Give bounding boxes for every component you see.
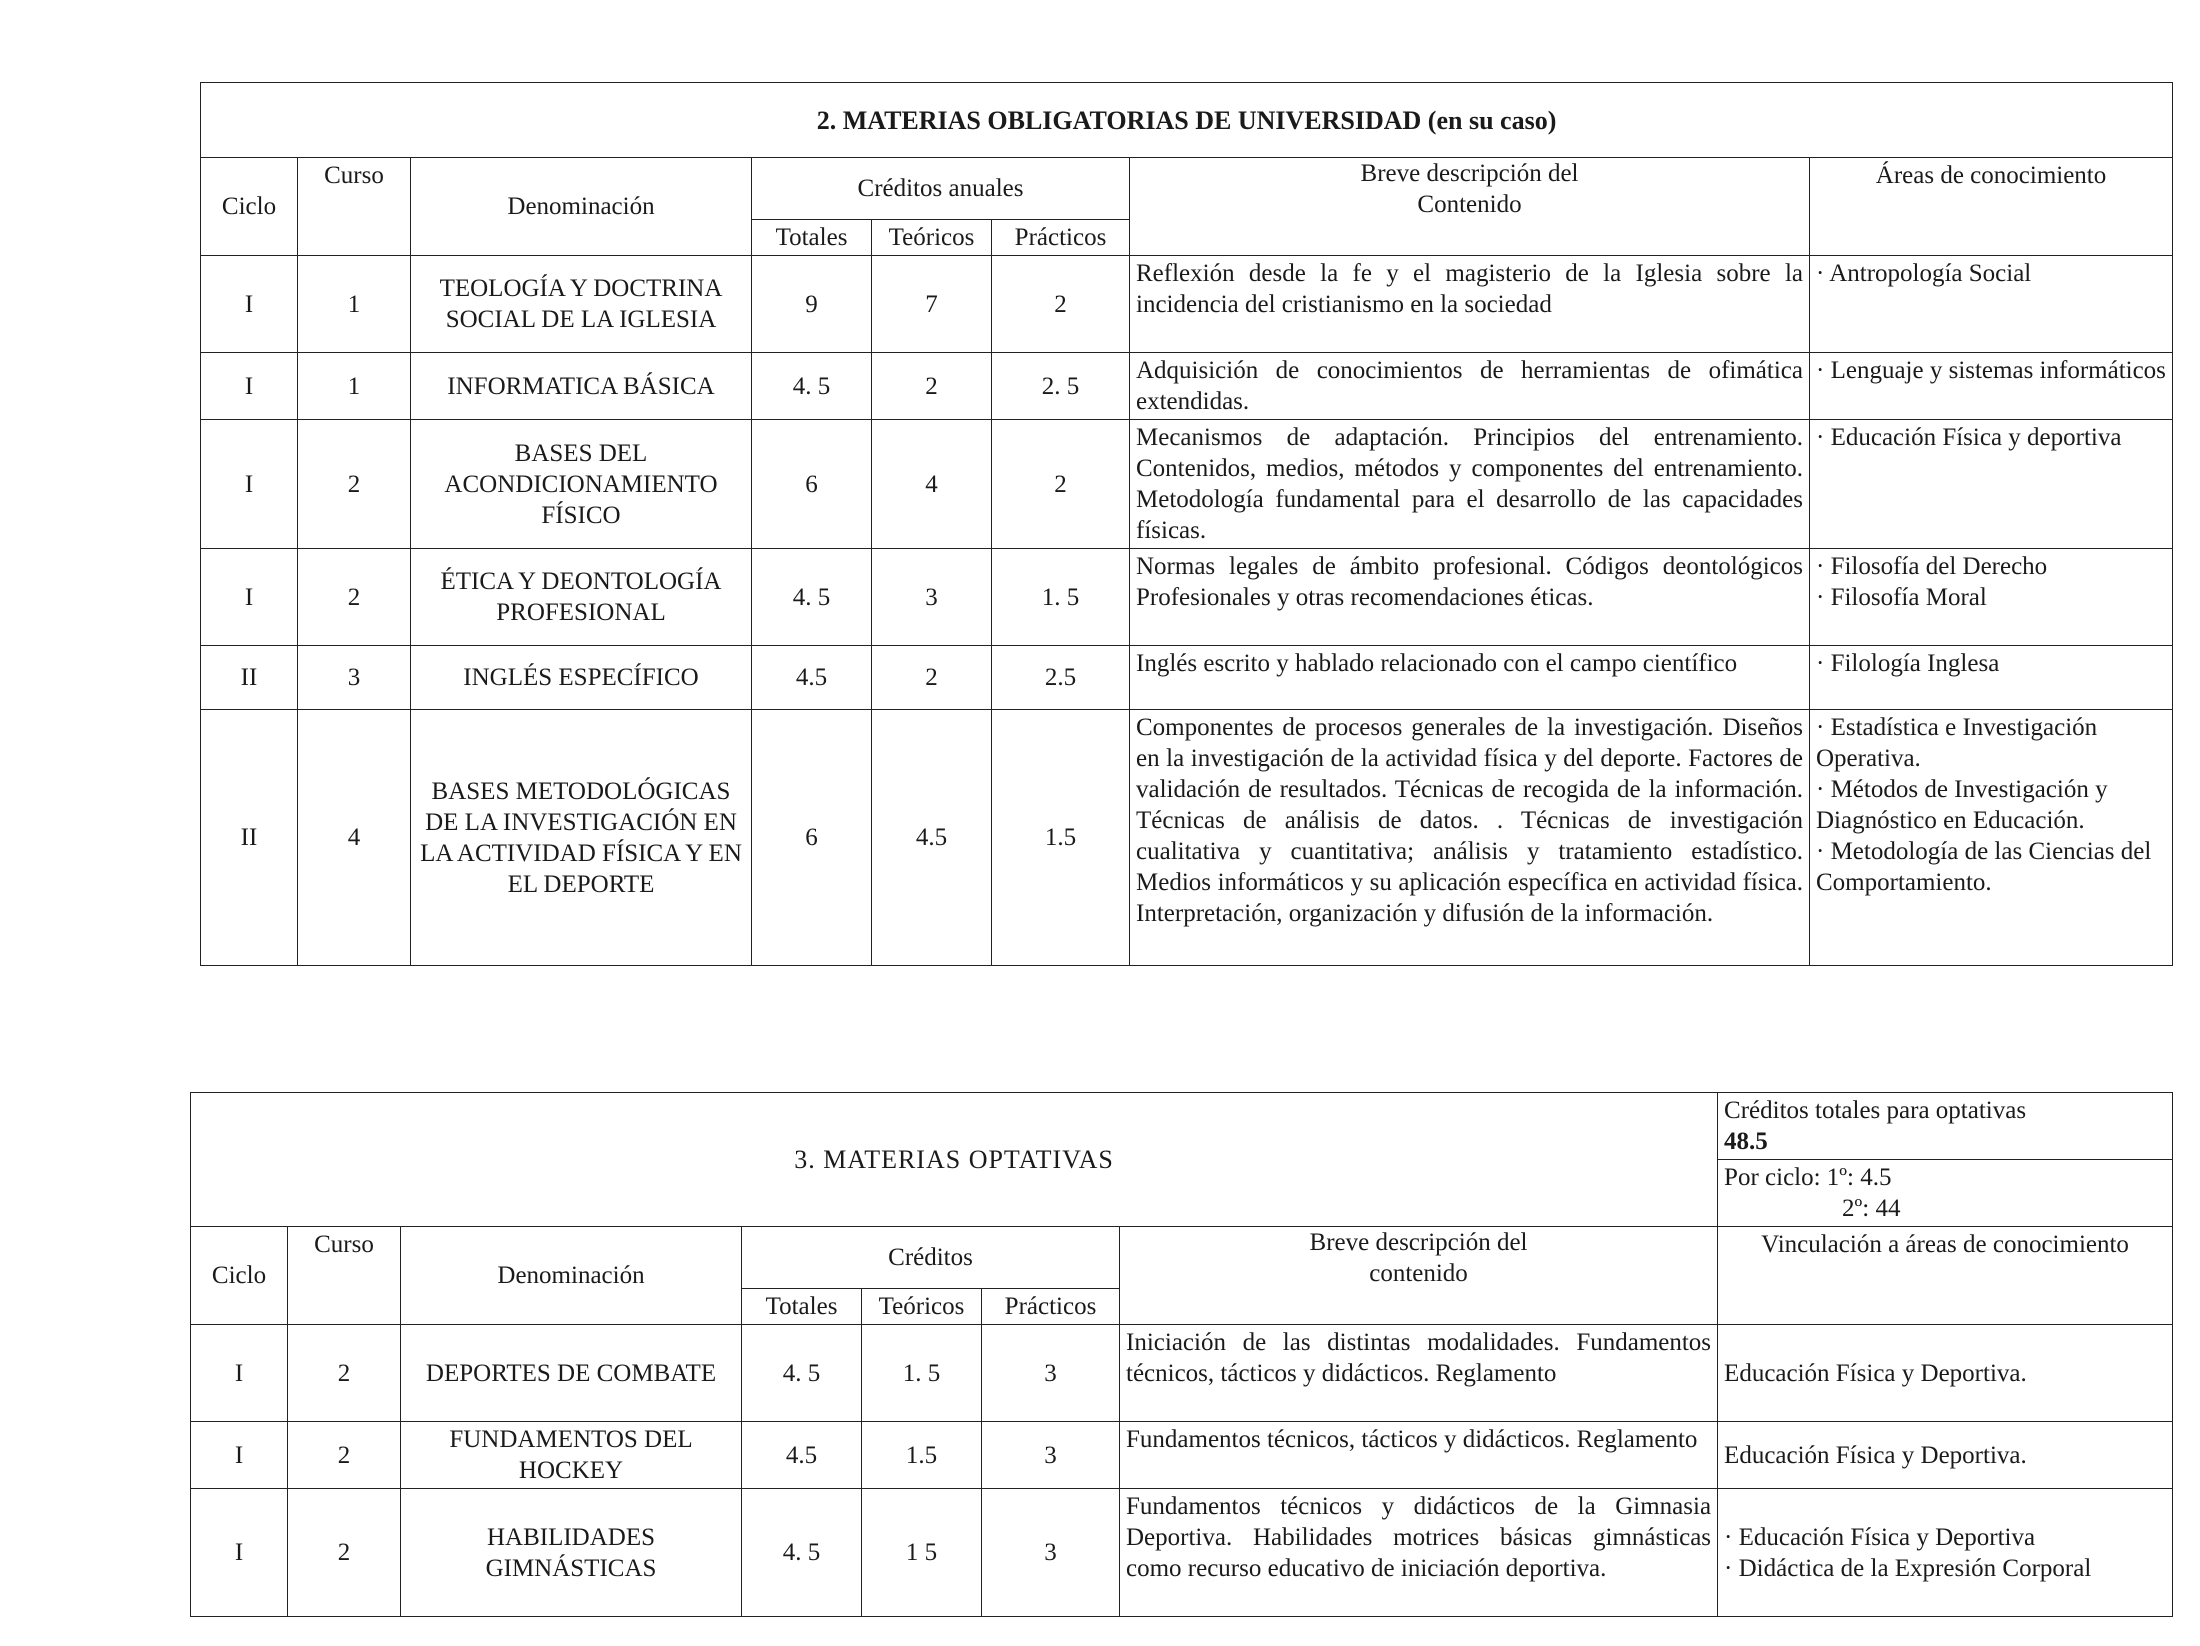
table-row (201, 549, 2173, 646)
descripcion-cell: Reflexión desde la fe y el magisterio de la Iglesia sobre la incidencia del cristianismo en la sociedad (1130, 256, 1810, 353)
areas-cell (1810, 549, 2173, 646)
header-denominacion: Denominación (411, 158, 752, 256)
totales-cell: 4.5 (742, 1422, 862, 1489)
practicos-cell: 1.5 (992, 710, 1130, 966)
areas-cell (1810, 710, 2173, 966)
descripcion-cell: Mecanismos de adaptación. Principios del entrenamiento. Contenidos, medios, métodos y componentes del entrenamiento. Metodología fundamental para el desarrollo de las capacidades físicas. (1130, 420, 1810, 549)
curso-cell: 1 (298, 256, 411, 353)
table-row (201, 420, 2173, 549)
area-item: · Educación Física y deportiva (1816, 422, 2166, 453)
header-curso: Curso (298, 158, 411, 256)
creditos-totales-value: 48.5 (1724, 1128, 1768, 1155)
header-ciclo: Ciclo (201, 158, 298, 256)
table-row (201, 353, 2173, 420)
totales-cell: 4. 5 (752, 549, 872, 646)
area-item: · Filosofía del Derecho (1816, 551, 2166, 582)
denominacion-cell: ÉTICA Y DEONTOLOGÍA PROFESIONAL (411, 549, 752, 646)
ciclo-cell: II (201, 646, 298, 710)
ciclo-cell: I (191, 1422, 288, 1489)
descripcion-cell: Fundamentos técnicos y didácticos de la Gimnasia Deportiva. Habilidades motrices básicas gimnásticas como recurso educativo de iniciación deportiva. (1120, 1489, 1718, 1617)
header-denominacion: Denominación (401, 1227, 742, 1325)
descripcion-cell: Fundamentos técnicos, tácticos y didácticos. Reglamento (1120, 1422, 1718, 1489)
areas-cell (1810, 256, 2173, 353)
denominacion-cell: FUNDAMENTOS DEL HOCKEY (401, 1422, 742, 1489)
curso-cell: 1 (298, 353, 411, 420)
curso-cell: 2 (288, 1325, 401, 1422)
por-ciclo-first: Por ciclo: 1º: 4.5 (1724, 1164, 1892, 1191)
ciclo-cell: I (191, 1325, 288, 1422)
totales-cell: 4. 5 (752, 353, 872, 420)
teoricos-cell: 4.5 (872, 710, 992, 966)
header-practicos: Prácticos (992, 220, 1130, 256)
creditos-totales-optativas (1718, 1093, 2173, 1160)
area-item: · Lenguaje y sistemas informáticos (1816, 355, 2166, 386)
descripcion-cell: Adquisición de conocimientos de herramientas de ofimática extendidas. (1130, 353, 1810, 420)
totales-cell: 6 (752, 710, 872, 966)
header-creditos: Créditos (742, 1227, 1120, 1289)
header-practicos: Prácticos (982, 1289, 1120, 1325)
table-row (201, 710, 2173, 966)
area-item: · Metodología de las Ciencias del Comportamiento. (1816, 836, 2166, 898)
ciclo-cell: I (191, 1489, 288, 1617)
header-totales: Totales (742, 1289, 862, 1325)
header-descripcion: Breve descripción del Contenido (1130, 158, 1810, 256)
totales-cell: 9 (752, 256, 872, 353)
header-descripcion: Breve descripción del contenido (1120, 1227, 1718, 1325)
header-teoricos: Teóricos (862, 1289, 982, 1325)
areas-cell: Educación Física y Deportiva. (1718, 1325, 2173, 1422)
table-row (201, 646, 2173, 710)
practicos-cell: 3 (982, 1422, 1120, 1489)
ciclo-cell: I (201, 420, 298, 549)
teoricos-cell: 2 (872, 646, 992, 710)
ciclo-cell: II (201, 710, 298, 966)
totales-cell: 6 (752, 420, 872, 549)
denominacion-cell: TEOLOGÍA Y DOCTRINA SOCIAL DE LA IGLESIA (411, 256, 752, 353)
denominacion-cell: HABILIDADES GIMNÁSTICAS (401, 1489, 742, 1617)
teoricos-cell: 1 5 (862, 1489, 982, 1617)
por-ciclo-second: 2º: 44 (1842, 1195, 1901, 1222)
curso-cell: 2 (298, 420, 411, 549)
areas-cell: Educación Física y Deportiva. (1718, 1422, 2173, 1489)
optativas-table (190, 1092, 2173, 1617)
practicos-cell: 2 (992, 420, 1130, 549)
practicos-cell: 2 (992, 256, 1130, 353)
creditos-totales-label: Créditos totales para optativas (1724, 1097, 2027, 1124)
practicos-cell: 3 (982, 1325, 1120, 1422)
ciclo-cell: I (201, 256, 298, 353)
header-totales: Totales (752, 220, 872, 256)
denominacion-cell: BASES METODOLÓGICAS DE LA INVESTIGACIÓN EN LA ACTIVIDAD FÍSICA Y EN EL DEPORTE (411, 710, 752, 966)
descripcion-cell: Normas legales de ámbito profesional. Códigos deontológicos Profesionales y otras recomendaciones éticas. (1130, 549, 1810, 646)
section2-title: 2. MATERIAS OBLIGATORIAS DE UNIVERSIDAD (en su caso) (201, 83, 2173, 158)
area-item: · Educación Física y Deportiva (1724, 1522, 2166, 1553)
ciclo-cell: I (201, 549, 298, 646)
obligatorias-table (200, 82, 2173, 966)
section3-title: 3. MATERIAS OPTATIVAS (191, 1093, 1718, 1227)
practicos-cell: 1. 5 (992, 549, 1130, 646)
denominacion-cell: INFORMATICA BÁSICA (411, 353, 752, 420)
teoricos-cell: 4 (872, 420, 992, 549)
areas-cell (1810, 646, 2173, 710)
descripcion-cell: Inglés escrito y hablado relacionado con el campo científico (1130, 646, 1810, 710)
curso-cell: 4 (298, 710, 411, 966)
header-areas: Áreas de conocimiento (1810, 158, 2173, 256)
curso-cell: 3 (298, 646, 411, 710)
area-item: · Didáctica de la Expresión Corporal (1724, 1553, 2166, 1584)
totales-cell: 4. 5 (742, 1325, 862, 1422)
denominacion-cell: BASES DEL ACONDICIONAMIENTO FÍSICO (411, 420, 752, 549)
teoricos-cell: 7 (872, 256, 992, 353)
area-item: · Métodos de Investigación y Diagnóstico en Educación. (1816, 774, 2166, 836)
totales-cell: 4. 5 (742, 1489, 862, 1617)
practicos-cell: 2. 5 (992, 353, 1130, 420)
ciclo-cell: I (201, 353, 298, 420)
practicos-cell: 3 (982, 1489, 1120, 1617)
area-item: · Antropología Social (1816, 258, 2166, 289)
curso-cell: 2 (298, 549, 411, 646)
denominacion-cell: INGLÉS ESPECÍFICO (411, 646, 752, 710)
areas-cell (1718, 1489, 2173, 1617)
header-teoricos: Teóricos (872, 220, 992, 256)
curso-cell: 2 (288, 1422, 401, 1489)
header-curso: Curso (288, 1227, 401, 1325)
practicos-cell: 2.5 (992, 646, 1130, 710)
area-item: · Estadística e Investigación Operativa. (1816, 712, 2166, 774)
area-item: · Filología Inglesa (1816, 648, 2166, 679)
header-areas: Vinculación a áreas de conocimiento (1718, 1227, 2173, 1325)
totales-cell: 4.5 (752, 646, 872, 710)
teoricos-cell: 1.5 (862, 1422, 982, 1489)
por-ciclo (1718, 1160, 2173, 1227)
descripcion-cell: Componentes de procesos generales de la investigación. Diseños en la investigación de la actividad física y del deporte. Factores de validación de resultados. Técnicas de recogida de la información. Técnicas de análisis de datos. . Técnicas de investigación cualitativa y cuantitativa; análisis y tratamiento estadístico. Medios informáticos y su aplicación específica en actividad física. Interpretación, organización y difusión de la información. (1130, 710, 1810, 966)
areas-cell (1810, 353, 2173, 420)
header-ciclo: Ciclo (191, 1227, 288, 1325)
descripcion-cell: Iniciación de las distintas modalidades. Fundamentos técnicos, tácticos y didácticos. Reglamento (1120, 1325, 1718, 1422)
table-row (191, 1489, 2173, 1617)
denominacion-cell: DEPORTES DE COMBATE (401, 1325, 742, 1422)
curso-cell: 2 (288, 1489, 401, 1617)
table-row (201, 256, 2173, 353)
table-row (191, 1422, 2173, 1489)
area-item: · Filosofía Moral (1816, 582, 2166, 613)
table-row (191, 1325, 2173, 1422)
areas-cell (1810, 420, 2173, 549)
teoricos-cell: 1. 5 (862, 1325, 982, 1422)
header-creditos-anuales: Créditos anuales (752, 158, 1130, 220)
teoricos-cell: 2 (872, 353, 992, 420)
teoricos-cell: 3 (872, 549, 992, 646)
